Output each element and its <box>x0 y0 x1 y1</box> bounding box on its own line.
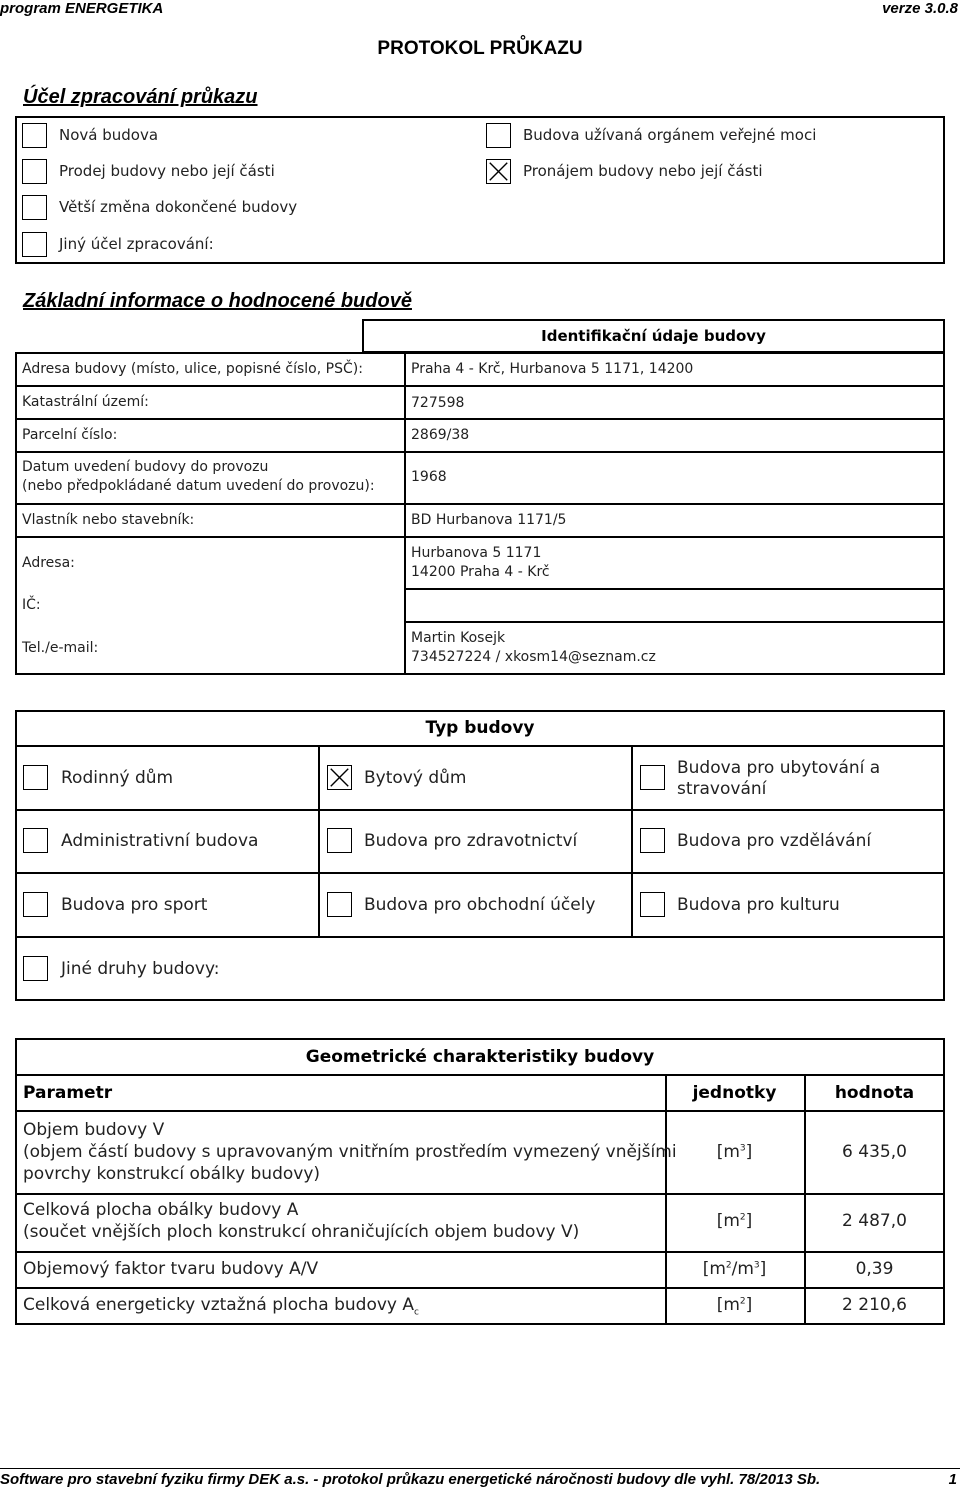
purpose-heading: Účel zpracování průkazu <box>23 86 258 108</box>
commission-date-value: 1968 <box>411 469 447 485</box>
option-label: Prodej budovy nebo její části <box>59 162 275 180</box>
checkbox-administrative[interactable] <box>23 828 48 853</box>
row-line <box>404 621 945 623</box>
page-title: PROTOKOL PRŮKAZU <box>377 38 583 59</box>
checkbox-apartment-building[interactable] <box>327 765 352 790</box>
check-mark-icon <box>23 196 46 219</box>
reference-area-label: Celková energeticky vztažná plocha budovy $A_c$ <box>23 1295 419 1318</box>
col-line <box>631 745 633 936</box>
shape-factor-unit: $[m^2/m^3]$ <box>702 1259 767 1279</box>
row-line <box>15 385 945 387</box>
page-number: 1 <box>948 1471 957 1488</box>
envelope-unit: $[m^2]$ <box>716 1211 753 1231</box>
owner-address-value: Hurbanova 5 1171 <box>411 545 542 561</box>
commission-date-label: Datum uvedení budovy do provozu <box>22 459 269 475</box>
check-mark-icon <box>24 829 47 852</box>
checkbox-sale[interactable] <box>22 159 47 184</box>
checkbox-education[interactable] <box>640 828 665 853</box>
checkbox-culture[interactable] <box>640 892 665 917</box>
volume-value: 6 435,0 <box>842 1142 907 1162</box>
envelope-label: Celková plocha obálky budovy A <box>23 1200 299 1220</box>
check-mark-icon <box>24 957 47 980</box>
check-mark-icon <box>328 893 351 916</box>
check-mark-icon <box>641 893 664 916</box>
check-mark-icon <box>23 233 46 256</box>
row-line <box>15 745 945 747</box>
option-label: Nová budova <box>59 126 159 144</box>
row-line <box>404 588 945 590</box>
program-name: program ENERGETIKA <box>0 0 164 17</box>
cadastral-label: Katastrální území: <box>22 394 149 410</box>
check-mark-icon <box>328 829 351 852</box>
building-type-table <box>15 710 945 1001</box>
volume-unit: $[m^3]$ <box>716 1142 753 1162</box>
company-id-label: IČ: <box>22 597 41 613</box>
type-label: Budova pro zdravotnictví <box>364 831 578 851</box>
row-line <box>15 809 945 811</box>
checkbox-major-change[interactable] <box>22 195 47 220</box>
contact-label: Tel./e-mail: <box>22 640 99 656</box>
option-label: Větší změna dokončené budovy <box>59 198 298 216</box>
checkbox-family-house[interactable] <box>23 765 48 790</box>
type-label: Rodinný dům <box>61 768 174 788</box>
footer-text: Software pro stavební fyziku firmy DEK a.s. - protokol průkazu energetické náročnosti budovy dle vyhl. 78/2013 Sb. <box>0 1471 821 1488</box>
owner-address-label: Adresa: <box>22 555 75 571</box>
identification-divider <box>404 352 406 675</box>
envelope-desc: (součet vnějších ploch konstrukcí ohraničujících objem budovy V) <box>23 1222 580 1242</box>
check-mark-icon <box>487 124 510 147</box>
check-mark-icon <box>487 160 510 183</box>
type-label: Budova pro obchodní účely <box>364 895 596 915</box>
row-line <box>15 872 945 874</box>
check-mark-icon <box>24 893 47 916</box>
volume-desc-2: povrchy konstrukcí obálky budovy) <box>23 1164 321 1184</box>
col-line <box>665 1074 667 1325</box>
address-value: Praha 4 - Krč, Hurbanova 5 1171, 14200 <box>411 361 694 377</box>
type-label: Bytový dům <box>364 768 467 788</box>
check-mark-icon <box>641 829 664 852</box>
reference-area-unit: $[m^2]$ <box>716 1295 753 1315</box>
checkbox-other-purpose[interactable] <box>22 232 47 257</box>
owner-value: BD Hurbanova 1171/5 <box>411 512 567 528</box>
row-line <box>15 451 945 453</box>
check-mark-icon <box>641 766 664 789</box>
owner-address-value-2: 14200 Praha 4 - Krč <box>411 564 550 580</box>
units-header: jednotky <box>692 1083 777 1103</box>
geometry-title: Geometrické charakteristiky budovy <box>305 1047 655 1067</box>
row-line <box>15 503 945 505</box>
contact-value-2: 734527224 / xkosm14@seznam.cz <box>411 649 656 665</box>
volume-label: Objem budovy V <box>23 1120 165 1140</box>
col-line <box>318 745 320 936</box>
parcel-value: 2869/38 <box>411 427 470 443</box>
commission-date-label-2: (nebo předpokládané datum uvedení do provozu): <box>22 478 375 494</box>
checkbox-commercial[interactable] <box>327 892 352 917</box>
param-header: Parametr <box>23 1083 113 1103</box>
shape-factor-value: 0,39 <box>855 1259 894 1279</box>
value-header: hodnota <box>834 1083 915 1103</box>
option-label: Budova užívaná orgánem veřejné moci <box>523 126 817 144</box>
address-label: Adresa budovy (místo, ulice, popisné číslo, PSČ): <box>22 361 363 377</box>
building-type-title: Typ budovy <box>425 718 535 738</box>
checkbox-rental[interactable] <box>486 159 511 184</box>
check-mark-icon <box>23 124 46 147</box>
checkbox-accommodation[interactable] <box>640 765 665 790</box>
type-label: Budova pro sport <box>61 895 208 915</box>
row-line <box>15 536 945 538</box>
checkbox-sport[interactable] <box>23 892 48 917</box>
footer-rule <box>0 1468 960 1469</box>
program-version: verze 3.0.8 <box>882 0 958 17</box>
check-mark-icon <box>328 766 351 789</box>
parcel-label: Parcelní číslo: <box>22 427 118 443</box>
check-mark-icon <box>23 160 46 183</box>
type-label: Jiné druhy budovy: <box>61 959 220 979</box>
owner-label: Vlastník nebo stavebník: <box>22 512 195 528</box>
cadastral-value: 727598 <box>411 395 465 411</box>
envelope-value: 2 487,0 <box>842 1211 907 1231</box>
type-label: Budova pro vzdělávání <box>677 831 872 851</box>
col-line <box>804 1074 806 1325</box>
option-label: Jiný účel zpracování: <box>59 235 214 253</box>
volume-desc: (objem částí budovy s upravovaným vnitřním prostředím vymezený vnějšími <box>23 1142 677 1162</box>
contact-value: Martin Kosejk <box>411 630 506 646</box>
option-label: Pronájem budovy nebo její části <box>523 162 763 180</box>
reference-area-value: 2 210,6 <box>842 1295 907 1315</box>
row-line <box>15 936 945 938</box>
row-line <box>15 418 945 420</box>
checkbox-new-building[interactable] <box>22 123 47 148</box>
type-label: Budova pro ubytování a <box>677 758 881 778</box>
type-label: Administrativní budova <box>61 831 259 851</box>
type-label: Budova pro kulturu <box>677 895 840 915</box>
checkbox-other-type[interactable] <box>23 956 48 981</box>
check-mark-icon <box>24 766 47 789</box>
shape-factor-label: Objemový faktor tvaru budovy A/V <box>23 1259 319 1279</box>
identification-title: Identifikační údaje budovy <box>541 327 766 345</box>
basic-info-heading: Základní informace o hodnocené budově <box>23 290 412 312</box>
checkbox-public-authority[interactable] <box>486 123 511 148</box>
type-label-2: stravování <box>677 779 767 799</box>
checkbox-healthcare[interactable] <box>327 828 352 853</box>
